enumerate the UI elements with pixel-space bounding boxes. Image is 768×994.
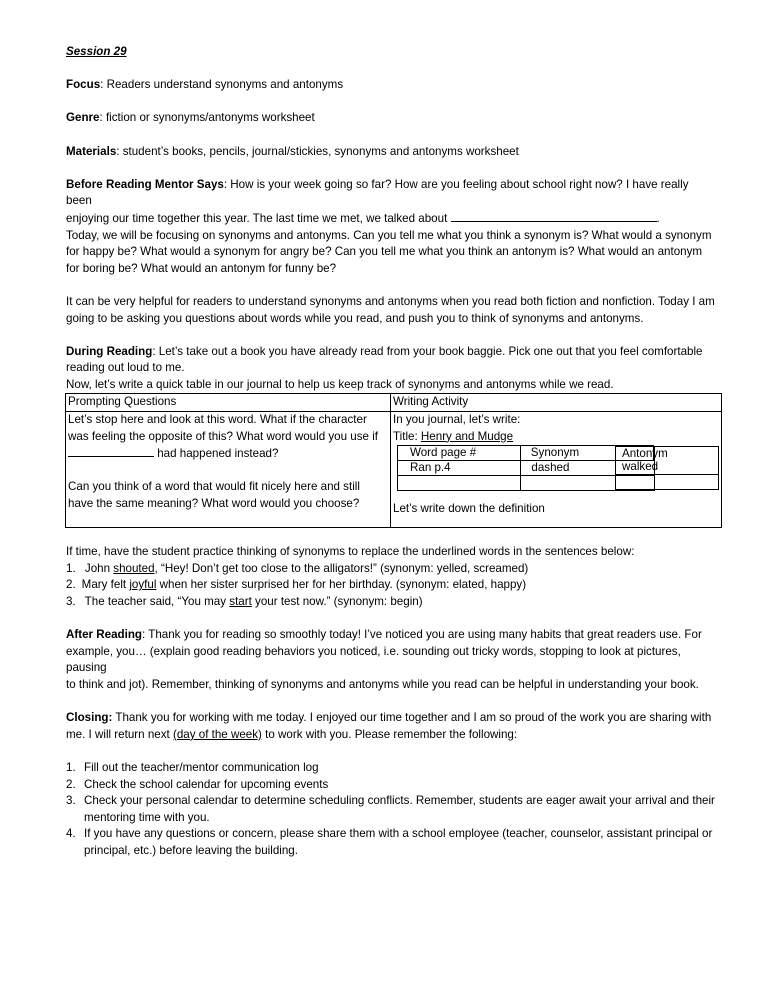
grid-cell-word: Ran p.4 (398, 461, 521, 476)
grid-header-synonym: Synonym (520, 446, 653, 461)
writing-activity-cell: In you journal, let’s write: Title: Henry and Mudge Word page # Synonym Antonym Ran p.4 dashed walked Let’s write down the definition (391, 412, 722, 528)
list-item: 1. Fill out the teacher/mentor communication log (66, 760, 319, 774)
list-item: 4. If you have any questions or concern, please share them with a school employee (teacher, counselor, assistant principal or principal, etc.) before leaving the building. (66, 827, 713, 857)
prompting-questions-cell: Let’s stop here and look at this word. What if the character was feeling the opposite of this? What word would you use if had happened instead? Can you think of a word that would fit nicely here and still have the same meaning? What word would you choose? (66, 412, 391, 528)
grid-cell-empty (615, 475, 719, 490)
grid-header-word: Word page # (398, 446, 521, 461)
grid-header-antonym: Antonym (615, 446, 719, 461)
after-reading-section: After Reading: Thank you for reading so smoothly today! I’ve noticed you are using many habits that great readers use. For example, you… (explain good reading behaviors you noticed, i.e. sounding out tricky words, stopping to look at pictures, pausing to think and jot). Remember, thinking of synonyms and antonyms while you read can be helpful in understanding your book. (66, 628, 702, 691)
genre-line: Genre: fiction or synonyms/antonyms worksheet (66, 111, 315, 125)
grid-cell-antonym: walked (615, 460, 719, 475)
helpful-paragraph: It can be very helpful for readers to understand synonyms and antonyms when you read both fiction and nonfiction. Today I am going to be asking you questions about words while you read, and push you to think of synonyms and antonyms. (66, 294, 715, 325)
prompting-writing-table (65, 393, 722, 527)
list-item: 2. Check the school calendar for upcoming events (66, 777, 329, 791)
grid-cell-empty (398, 476, 521, 491)
before-reading-section: Before Reading Mentor Says: How is your week going so far? How are you feeling about school right now? I have really been enjoying our time together this year. The last time we met, we talked about . Today, we will be focusing on synonyms and antonyms. Can you tell me what you think a synonym is? What would a synonym for happy be? What would a synonym for angry be? Can you tell me what you think an antonym is? What would an antonym for boring be? What would an antonym for funny be? (66, 177, 712, 275)
fill-in-blank (68, 445, 154, 457)
prompting-questions-header: Prompting Questions (66, 394, 391, 412)
if-time-line: If time, have the student practice thinking of synonyms to replace the underlined words in the sentences below: (66, 545, 635, 559)
focus-line: Focus: Readers understand synonyms and antonyms (66, 78, 344, 92)
practice-sentence-3: 3. The teacher said, “You may start your test now.” (synonym: begin) (66, 595, 423, 608)
lesson-document (66, 44, 716, 860)
grid-cell-synonym: dashed (521, 461, 655, 476)
fill-in-blank (451, 210, 657, 222)
closing-section: Closing: Thank you for working with me today. I enjoyed our time together and I am so proud of the work you are sharing with me. I will return next (day of the week) to work with you. Please remember the following: (66, 711, 712, 741)
closing-reminders-list (66, 760, 716, 860)
during-reading-section: During Reading: Let’s take out a book you have already read from your book baggie. Pick one out that you feel comfortable reading out loud to me. Now, let’s write a quick table in our journal to help us keep track of synonyms and antonyms while we read. (66, 344, 703, 391)
list-item: 3. Check your personal calendar to determine scheduling conflicts. Remember, students are eager await your arrival and their mentoring time with you. (66, 794, 715, 824)
practice-sentence-1: 1. John shouted, “Hey! Don’t get too close to the alligators!” (synonym: yelled, screamed) (66, 561, 529, 575)
writing-activity-header: Writing Activity (391, 394, 722, 412)
practice-sentences (66, 561, 716, 611)
materials-line: Materials: student’s books, pencils, journal/stickies, synonyms and antonyms worksheet (66, 144, 519, 158)
session-title: Session 29 (66, 45, 127, 58)
practice-sentence-2: 2. Mary felt joyful when her sister surprised her for her birthday. (synonym: elated, happy) (66, 578, 527, 592)
book-title: Henry and Mudge (420, 429, 514, 443)
